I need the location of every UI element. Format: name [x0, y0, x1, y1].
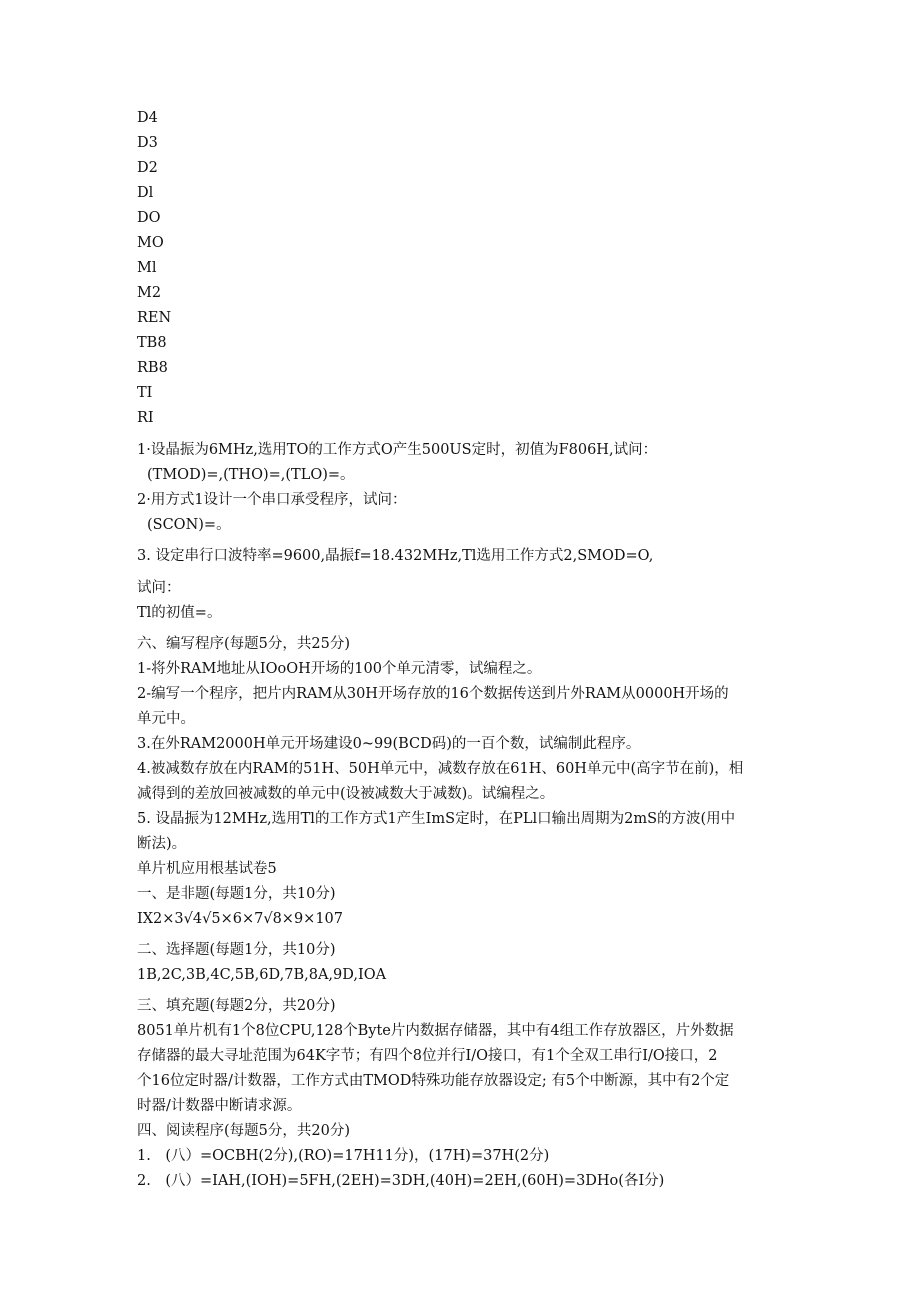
section-6-item-5: 5. 设晶振为12MHz,选用Tl的工作方式1产生ImS定时，在PLl口输出周期为2mS的方波(用中 [137, 811, 736, 827]
register-bit-label: DO [137, 210, 161, 226]
register-bit-label: TI [137, 385, 153, 401]
question-3-text: 3. 设定串行口波特率=9600,晶振f=18.432MHz,Tl选用工作方式2,SMOD=O, [137, 548, 654, 564]
answer-section-3-line-4: 时器/计数器中断请求源。 [137, 1098, 302, 1114]
question-2-text: 2·用方式1设计一个串口承受程序，试问： [137, 492, 407, 508]
answer-section-2-body: 1B,2C,3B,4C,5B,6D,7B,8A,9D,IOA [137, 967, 387, 983]
question-3-answer-line: Tl的初值=。 [137, 605, 222, 621]
section-6-item-5-cont: 断法)。 [137, 836, 187, 852]
section-6-item-3: 3.在外RAM2000H单元开场建设0~99(BCD码)的一百个数，试编制此程序。 [137, 736, 641, 752]
register-bit-label: RB8 [137, 360, 168, 376]
answer-section-4-item-2: 2. (八）=IAH,(IOH)=5FH,(2EH)=3DH,(40H)=2EH,(60H)=3DHo(各I分) [137, 1173, 665, 1189]
register-bit-label: M2 [137, 285, 162, 301]
register-bit-label: D4 [137, 110, 158, 126]
question-2-answer-line: (SCON)=。 [147, 517, 231, 533]
register-bit-label: MO [137, 235, 164, 251]
exam-5-title: 单片机应用根基试卷5 [137, 861, 277, 877]
answer-section-3-heading: 三、填充题(每题2分，共20分) [137, 998, 336, 1014]
answer-section-2-heading: 二、选择题(每题1分，共10分) [137, 942, 336, 958]
register-bit-label: REN [137, 310, 172, 326]
question-1-text: 1·设晶振为6MHz,选用TO的工作方式O产生500US定时，初值为F806H,试问： [137, 442, 658, 458]
answer-section-3-line-2: 存储器的最大寻址范围为64K字节；有四个8位并行I/O接口，有1个全双工串行I/O接口，2 [137, 1048, 718, 1064]
answer-section-3-line-1: 8051单片机有1个8位CPU,128个Byte片内数据存储器，其中有4组工作存放器区，片外数据 [137, 1023, 734, 1039]
register-bit-label: D3 [137, 135, 158, 151]
question-3-prompt: 试问： [137, 580, 181, 596]
register-bit-label: RI [137, 410, 154, 426]
answer-section-3-line-3: 个16位定时器/计数器，工作方式由TMOD特殊功能存放器设定; 有5个中断源，其中有2个定 [137, 1073, 730, 1089]
answer-section-4-item-1: 1. (八）=OCBH(2分),(RO)=17H11分)，(17H)=37H(2分) [137, 1148, 550, 1164]
register-bit-label: Ml [137, 260, 157, 276]
question-1-answer-line: (TMOD)=,(THO)=,(TLO)=。 [147, 467, 355, 483]
answer-section-4-heading: 四、阅读程序(每题5分，共20分) [137, 1123, 350, 1139]
register-bit-label: D2 [137, 160, 158, 176]
answer-section-1-body: IX2×3√4√5×6×7√8×9×107 [137, 911, 343, 927]
section-6-item-1: 1-将外RAM地址从IOoOH开场的100个单元清零，试编程之。 [137, 661, 542, 677]
answer-section-1-heading: 一、是非题(每题1分，共10分) [137, 886, 336, 902]
section-6-item-2: 2-编写一个程序，把片内RAM从30H开场存放的16个数据传送到片外RAM从0000H开场的 [137, 686, 729, 702]
section-6-item-4-cont: 减得到的差放回被减数的单元中(设被减数大于减数)。试编程之。 [137, 786, 555, 802]
section-6-item-2-cont: 单元中。 [137, 711, 195, 727]
register-bit-label: TB8 [137, 335, 167, 351]
register-bit-label: Dl [137, 185, 154, 201]
section-6-item-4: 4.被减数存放在内RAM的51H、50H单元中，减数存放在61H、60H单元中(高字节在前)，相 [137, 761, 744, 777]
section-6-heading: 六、编写程序(每题5分，共25分) [137, 636, 350, 652]
